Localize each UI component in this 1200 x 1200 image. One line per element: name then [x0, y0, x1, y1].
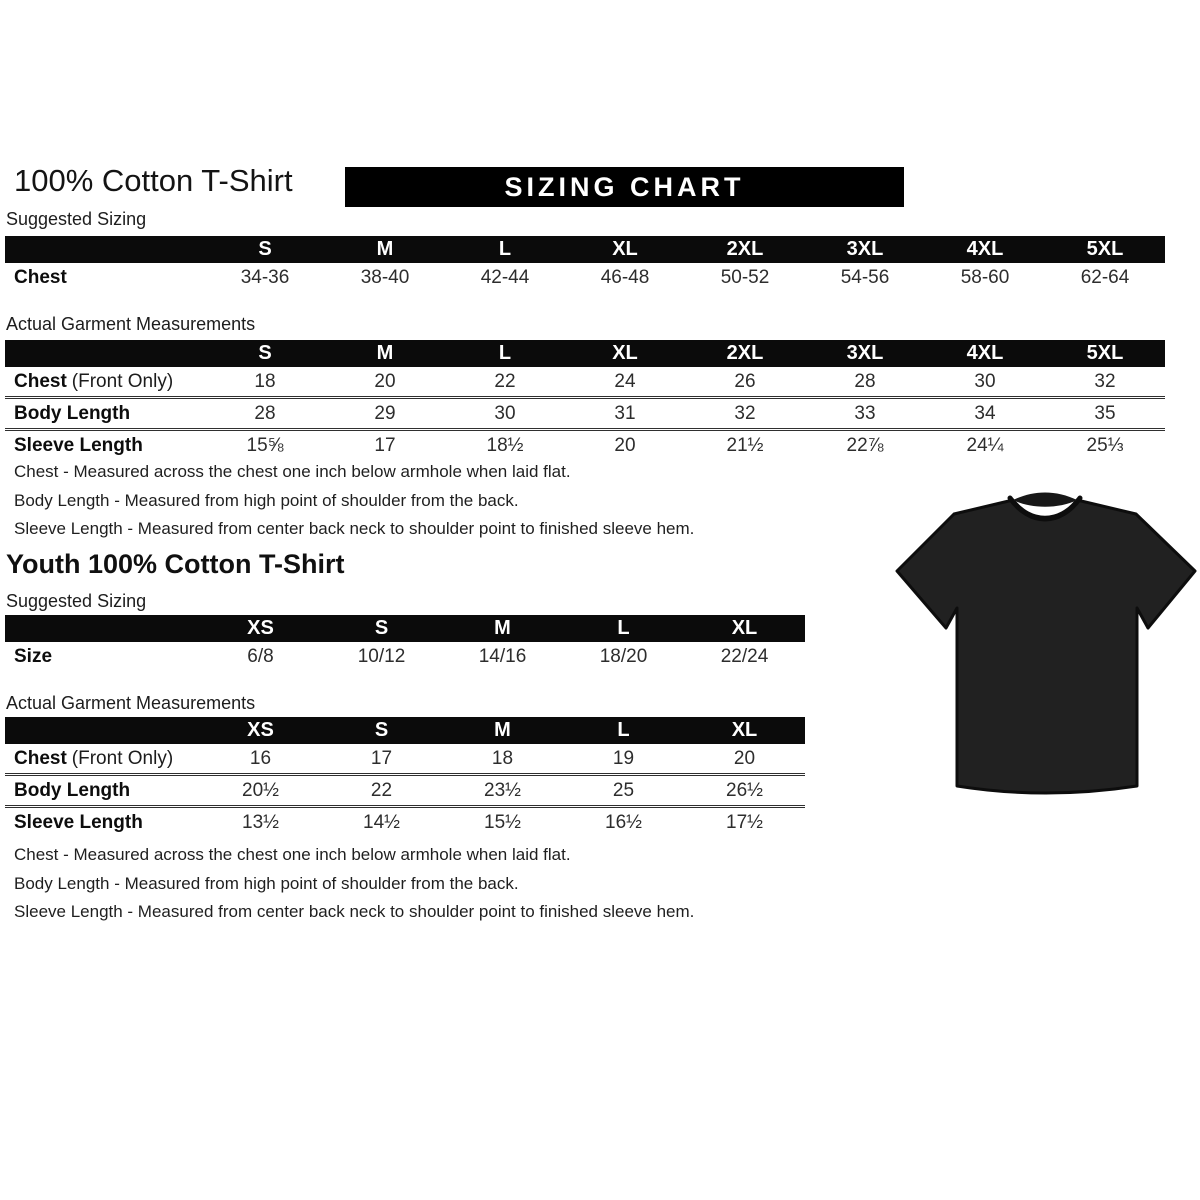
size-col-header: XL — [684, 717, 805, 744]
size-col-header: L — [445, 236, 565, 263]
measurement-cell: 14/16 — [478, 645, 527, 667]
table-row-sleeve-length — [5, 430, 1165, 461]
size-col-header: 3XL — [805, 236, 925, 263]
measurement-cell: 15⅝ — [246, 434, 284, 456]
measurement-cell: 54-56 — [840, 266, 890, 288]
measurement-cell: 16½ — [605, 811, 642, 833]
size-col-header: L — [563, 717, 684, 744]
size-header-row — [5, 236, 1165, 263]
measurement-cell: 18/20 — [599, 645, 648, 667]
adult-actual-measurements-table — [5, 340, 1165, 460]
row-label: Chest — [14, 266, 67, 288]
youth-suggested-sizing-table — [5, 615, 805, 671]
size-col-header: S — [321, 717, 442, 744]
adult-suggested-sizing-label: Suggested Sizing — [6, 209, 147, 229]
size-col-header: XL — [684, 615, 805, 642]
measurement-cell: 29 — [325, 398, 445, 430]
size-col-header: 5XL — [1045, 340, 1165, 367]
measurement-cell: 62-64 — [1080, 266, 1130, 288]
tshirt-back-neck — [1013, 493, 1077, 507]
tshirt-body — [897, 500, 1195, 793]
table-row-chest — [5, 744, 805, 775]
size-col-header: XS — [200, 717, 321, 744]
size-col-header: 4XL — [925, 236, 1045, 263]
page-title: 100% Cotton T-Shirt — [14, 163, 293, 198]
measurement-cell: 26½ — [684, 775, 805, 807]
measurement-cell: 34 — [925, 398, 1045, 430]
note-line: Body Length - Measured from high point of shoulder from the back. — [14, 490, 519, 510]
size-col-header: S — [205, 340, 325, 367]
measurement-cell: 18 — [442, 744, 563, 775]
measurement-cell: 24¼ — [966, 434, 1004, 456]
measurement-cell: 20 — [684, 744, 805, 775]
table-row-body-length — [5, 398, 1165, 430]
row-label: Size — [14, 645, 53, 667]
youth-section-title: Youth 100% Cotton T-Shirt — [6, 549, 345, 579]
measurement-cell: 28 — [205, 398, 325, 430]
row-label: Body Length — [5, 398, 205, 430]
size-header-row — [5, 717, 805, 744]
size-col-header: M — [442, 615, 563, 642]
measurement-cell: 50-52 — [720, 266, 770, 288]
header-spacer — [5, 236, 205, 263]
note-line: Chest - Measured across the chest one inch below armhole when laid flat. — [14, 462, 571, 481]
measurement-cell: 22⅞ — [846, 434, 884, 456]
measurement-cell: 6/8 — [247, 645, 274, 667]
note-line: Body Length - Measured from high point of shoulder from the back. — [14, 873, 519, 893]
adult-suggested-sizing-table — [5, 236, 1165, 292]
measurement-cell: 25⅓ — [1086, 434, 1124, 456]
row-label: Sleeve Length — [14, 434, 143, 456]
measurement-cell: 14½ — [363, 811, 400, 833]
youth-actual-measurements-table — [5, 717, 805, 837]
measurement-cell: 20½ — [200, 775, 321, 807]
measurement-cell: 30 — [445, 398, 565, 430]
measurement-cell: 17 — [374, 434, 396, 456]
measurement-cell: 20 — [325, 367, 445, 398]
measurement-cell: 35 — [1045, 398, 1165, 430]
measurement-cell: 21½ — [726, 434, 764, 456]
note-line: Sleeve Length - Measured from center back neck to shoulder point to finished sleeve hem. — [14, 519, 695, 538]
measurement-cell: 58-60 — [960, 266, 1010, 288]
note-line: Chest - Measured across the chest one inch below armhole when laid flat. — [14, 845, 571, 864]
size-col-header: 2XL — [685, 340, 805, 367]
measurement-cell: 32 — [685, 398, 805, 430]
header-spacer — [5, 717, 200, 744]
size-col-header: L — [445, 340, 565, 367]
measurement-cell: 31 — [565, 398, 685, 430]
measurement-cell: 26 — [685, 367, 805, 398]
measurement-cell: 42-44 — [480, 266, 530, 288]
header-spacer — [5, 615, 200, 642]
header-spacer — [5, 340, 205, 367]
size-col-header: S — [205, 236, 325, 263]
size-header-row — [5, 340, 1165, 367]
size-col-header: M — [325, 236, 445, 263]
size-col-header: 4XL — [925, 340, 1045, 367]
measurement-cell: 13½ — [242, 811, 279, 833]
size-col-header: 2XL — [685, 236, 805, 263]
row-label: Sleeve Length — [14, 811, 143, 833]
table-row-chest — [5, 367, 1165, 398]
black-tshirt-image — [889, 487, 1200, 803]
youth-measurement-notes — [14, 841, 694, 927]
row-label: Body Length — [5, 775, 200, 807]
table-row-body-length — [5, 775, 805, 807]
measurement-cell: 33 — [805, 398, 925, 430]
measurement-cell: 17½ — [726, 811, 763, 833]
note-line: Sleeve Length - Measured from center back neck to shoulder point to finished sleeve hem. — [14, 902, 695, 921]
measurement-cell: 18½ — [486, 434, 524, 456]
measurement-cell: 17 — [321, 744, 442, 775]
measurement-cell: 18 — [205, 367, 325, 398]
measurement-cell: 20 — [614, 434, 636, 456]
measurement-cell: 22 — [445, 367, 565, 398]
adult-measurement-notes — [14, 458, 694, 544]
measurement-cell: 38-40 — [360, 266, 410, 288]
measurement-cell: 28 — [805, 367, 925, 398]
table-row — [5, 263, 1165, 292]
row-label: Chest (Front Only) — [5, 744, 200, 775]
size-col-header: 5XL — [1045, 236, 1165, 263]
measurement-cell: 25 — [563, 775, 684, 807]
measurement-cell: 34-36 — [240, 266, 290, 288]
measurement-cell: 15½ — [484, 811, 521, 833]
size-col-header: M — [442, 717, 563, 744]
measurement-cell: 30 — [925, 367, 1045, 398]
measurement-cell: 22 — [321, 775, 442, 807]
measurement-cell: 32 — [1045, 367, 1165, 398]
size-col-header: XL — [565, 340, 685, 367]
size-col-header: XS — [200, 615, 321, 642]
youth-actual-measurements-label: Actual Garment Measurements — [6, 693, 256, 713]
measurement-cell: 10/12 — [357, 645, 406, 667]
size-header-row — [5, 615, 805, 642]
size-col-header: S — [321, 615, 442, 642]
row-label: Chest (Front Only) — [5, 367, 205, 398]
size-col-header: M — [325, 340, 445, 367]
size-col-header: L — [563, 615, 684, 642]
table-row-size — [5, 642, 805, 671]
size-col-header: 3XL — [805, 340, 925, 367]
measurement-cell: 24 — [565, 367, 685, 398]
size-col-header: XL — [565, 236, 685, 263]
measurement-cell: 46-48 — [600, 266, 650, 288]
measurement-cell: 23½ — [442, 775, 563, 807]
youth-suggested-sizing-label: Suggested Sizing — [6, 591, 147, 611]
measurement-cell: 19 — [563, 744, 684, 775]
table-row-sleeve-length — [5, 807, 805, 838]
adult-actual-measurements-label: Actual Garment Measurements — [6, 314, 256, 334]
sizing-chart-banner: SIZING CHART — [345, 167, 904, 207]
measurement-cell: 16 — [200, 744, 321, 775]
measurement-cell: 22/24 — [720, 645, 769, 667]
